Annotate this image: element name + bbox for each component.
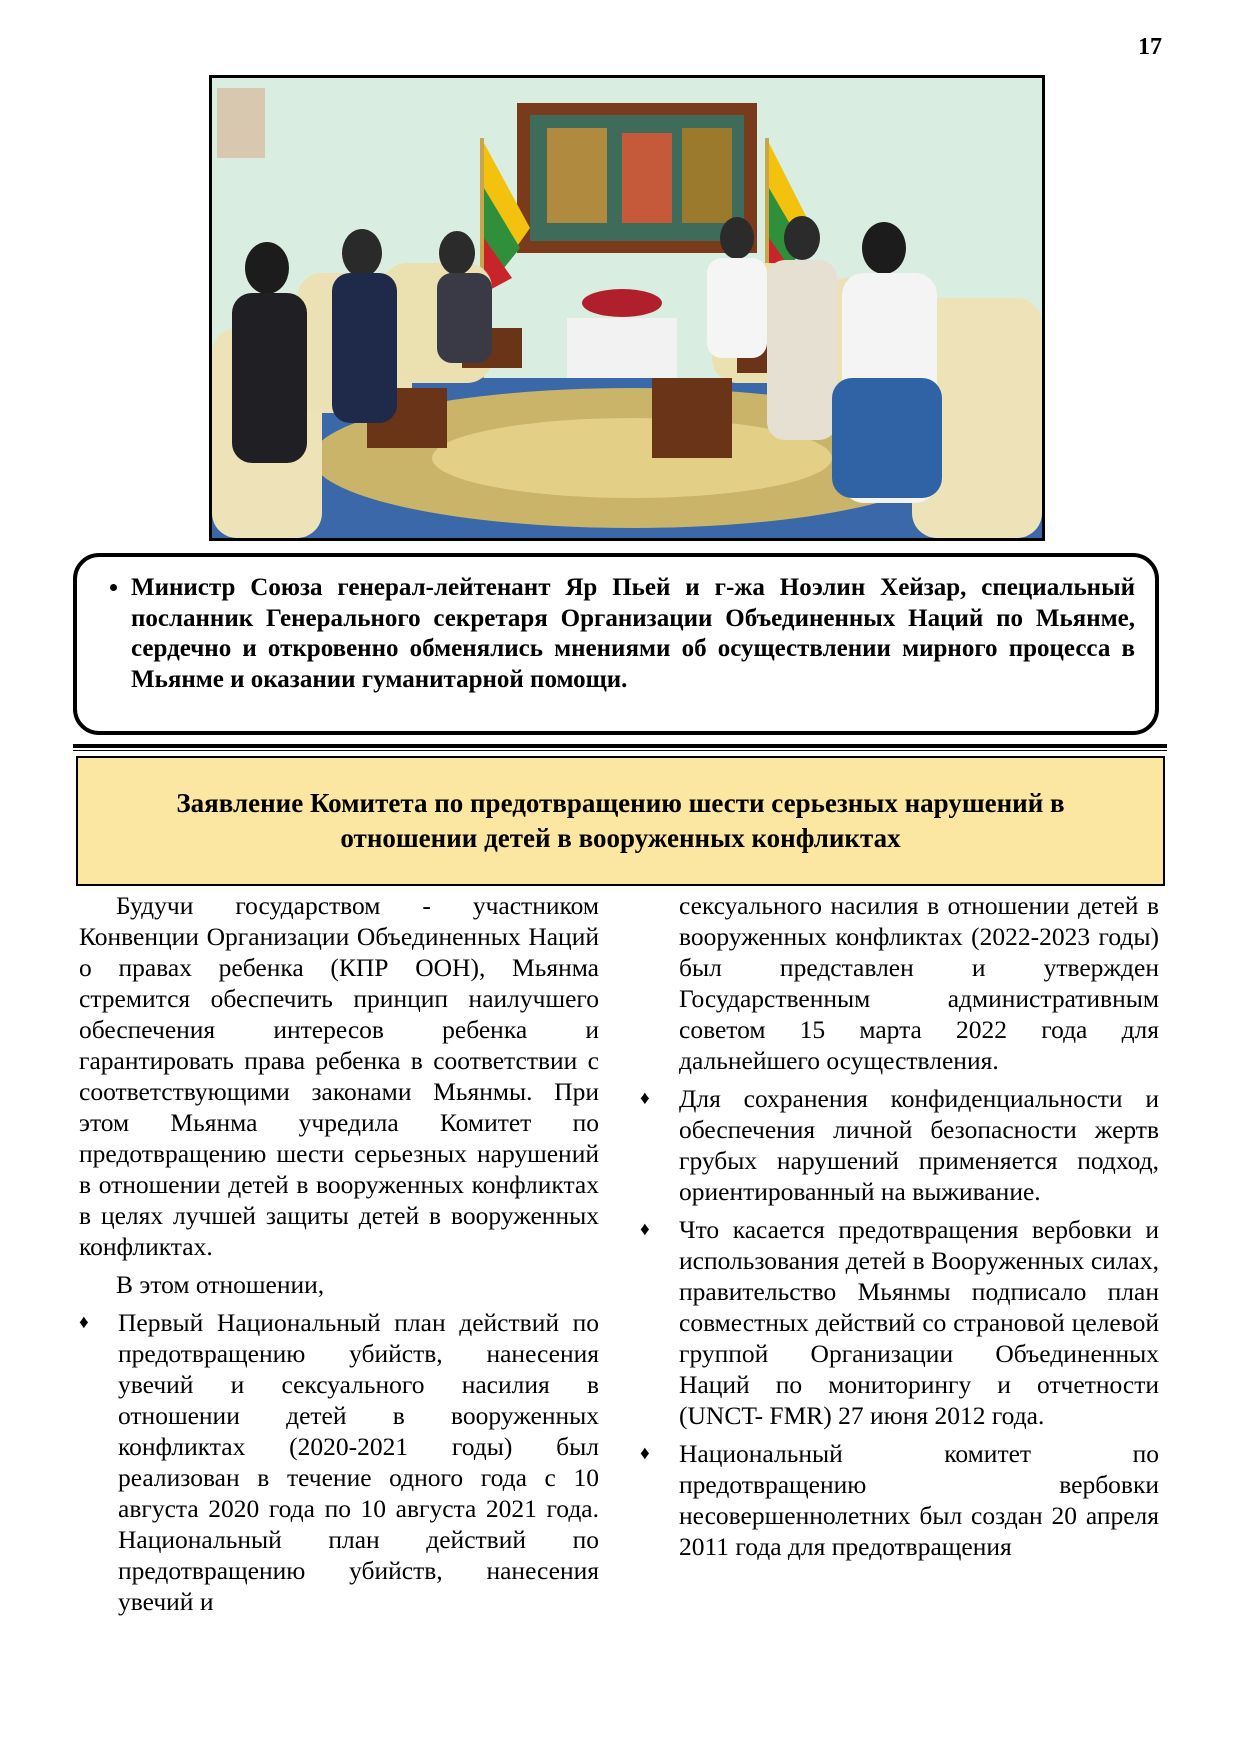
section-heading-box bbox=[76, 756, 1165, 886]
photo-caption-box bbox=[73, 553, 1159, 735]
bullet-item: ♦ Для сохранения конфиденциальности и обеспечения личной безопасности жертв грубых нарушений применяется подход, ориентированный на выживание. bbox=[640, 1083, 1159, 1207]
photo-caption: • Министр Союза генерал-лейтенант Яр Пьей и г-жа Ноэлин Хейзар, специальный посланник Генерального секретаря Организации Объединенных Наций по Мьянме, сердечно и откровенно обменялись мнениями об осуществлении мирного процесса в Мьянме и оказании гуманитарной помощи. bbox=[131, 573, 1135, 695]
page-number: 17 bbox=[1138, 34, 1162, 60]
meeting-photo bbox=[209, 75, 1045, 541]
divider bbox=[73, 744, 1167, 748]
right-column bbox=[640, 890, 1159, 1562]
bullet-item: ♦ Что касается предотвращения вербовки и использования детей в Вооруженных силах, правительство Мьянмы подписало план совместных действий со страновой целевой группой Организации Объединенных Наций по мониторингу и отчетности (UNCT- FMR) 27 июня 2012 года. bbox=[640, 1214, 1159, 1431]
left-column bbox=[79, 890, 599, 1617]
bullet-continuation: сексуального насилия в отношении детей в вооруженных конфликтах (2022-2023 годы) был представлен и утвержден Государственным административным советом 15 марта 2022 года для дальнейшего осуществления. bbox=[679, 891, 1159, 1075]
section-heading: Заявление Комитета по предотвращению шести серьезных нарушений в отношении детей в вооруженных конфликтах bbox=[176, 788, 1065, 853]
bullet-item: ♦ Национальный комитет по предотвращению вербовки несовершеннолетних был создан 20 апреля 2011 года для предотвращения bbox=[640, 1438, 1159, 1562]
divider bbox=[73, 750, 1167, 751]
intro-paragraph: Будучи государством - участником Конвенции Организации Объединенных Наций о правах ребенка (КПР ООН), Мьянма стремится обеспечить принцип наилучшего обеспечения интересов ребенка и гарантировать права ребенка в соответствии с соответствующими законами Мьянмы. При этом Мьянма учредила Комитет по предотвращению шести серьезных нарушений в отношении детей в вооруженных конфликтах в целях лучшей защиты детей в вооруженных конфликтах. bbox=[79, 891, 599, 1261]
bullet-item: ♦ Первый Национальный план действий по предотвращению убийств, нанесения увечий и сексуального насилия в отношении детей в вооруженных конфликтах (2020-2021 годы) был реализован в течение одного года с 10 августа 2020 года по 10 августа 2021 года. Национальный план действий по предотвращению убийств, нанесения увечий и bbox=[79, 1307, 599, 1617]
lead-paragraph: В этом отношении, bbox=[116, 1270, 325, 1299]
